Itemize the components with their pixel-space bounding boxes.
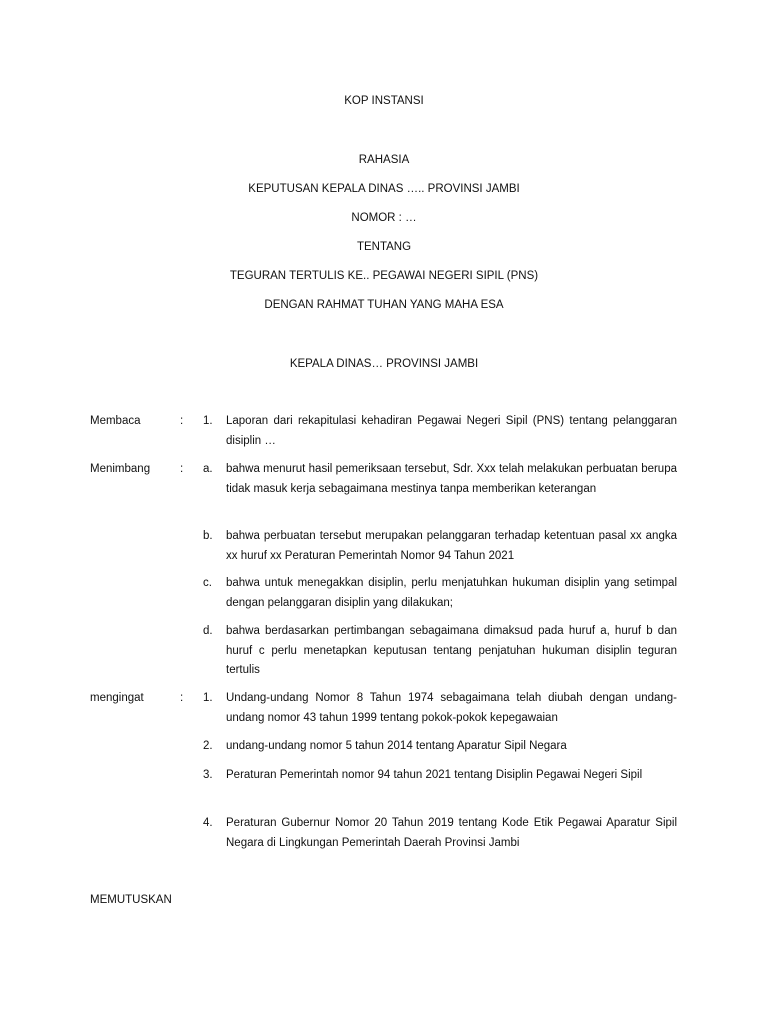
official-title: KEPALA DINAS… PROVINSI JAMBI <box>289 358 479 370</box>
letterhead-placeholder: KOP INSTANSI <box>344 95 424 107</box>
list-marker: 1. <box>203 415 213 427</box>
list-item: Peraturan Pemerintah nomor 94 tahun 2021 tentang Disiplin Pegawai Negeri Sipil <box>226 769 643 781</box>
list-item: bahwa untuk menegakkan disiplin, perlu menjatuhkan hukuman disiplin yang setimpal dengan pelanggaran disiplin yang dilakukan; <box>226 577 677 609</box>
decree-title: KEPUTUSAN KEPALA DINAS ….. PROVINSI JAMBI <box>248 183 520 195</box>
list-item: bahwa perbuatan tersebut merupakan pelanggaran terhadap ketentuan pasal xx angka xx huruf xx Peraturan Pemerintah Nomor 94 Tahun 2021 <box>226 530 677 562</box>
decision-heading: MEMUTUSKAN <box>90 894 172 906</box>
list-item: Peraturan Gubernur Nomor 20 Tahun 2019 tentang Kode Etik Pegawai Aparatur Sipil Negara di Lingkungan Pemerintah Daerah Provinsi Jambi <box>226 817 677 849</box>
list-item: bahwa berdasarkan pertimbangan sebagaimana dimaksud pada huruf a, huruf b dan huruf c perlu menetapkan keputusan tentang penjatuhan hukuman disiplin teguran tertulis <box>226 625 677 676</box>
section-label: Menimbang <box>90 463 151 475</box>
list-marker: a. <box>203 463 213 475</box>
list-marker: 2. <box>203 740 213 752</box>
section-label: Membaca <box>90 415 141 427</box>
list-item: Laporan dari rekapitulasi kehadiran Pegawai Negeri Sipil (PNS) tentang pelanggaran disiplin … <box>226 415 677 447</box>
list-marker: 1. <box>203 692 213 704</box>
section-colon: : <box>180 463 184 475</box>
decree-subject: TEGURAN TERTULIS KE.. PEGAWAI NEGERI SIPIL (PNS) <box>229 270 539 282</box>
list-marker: 3. <box>203 769 213 781</box>
section-colon: : <box>180 415 184 427</box>
about-label: TENTANG <box>356 241 412 253</box>
decree-number: NOMOR : … <box>351 212 417 224</box>
list-marker: b. <box>203 530 213 542</box>
list-item: bahwa menurut hasil pemeriksaan tersebut, Sdr. Xxx telah melakukan perbuatan berupa tidak masuk kerja sebagaimana mestinya tanpa memberikan keterangan <box>226 463 677 495</box>
list-item: undang-undang nomor 5 tahun 2014 tentang Aparatur Sipil Negara <box>226 740 567 752</box>
section-colon: : <box>180 692 184 704</box>
list-marker: d. <box>203 625 213 637</box>
invocation-line: DENGAN RAHMAT TUHAN YANG MAHA ESA <box>264 299 504 311</box>
list-marker: c. <box>203 577 212 589</box>
list-marker: 4. <box>203 817 213 829</box>
classification-label: RAHASIA <box>358 154 410 166</box>
list-item: Undang-undang Nomor 8 Tahun 1974 sebagaimana telah diubah dengan undang-undang nomor 43 tahun 1999 tentang pokok-pokok kepegawaian <box>226 692 677 724</box>
section-label: mengingat <box>90 692 144 704</box>
